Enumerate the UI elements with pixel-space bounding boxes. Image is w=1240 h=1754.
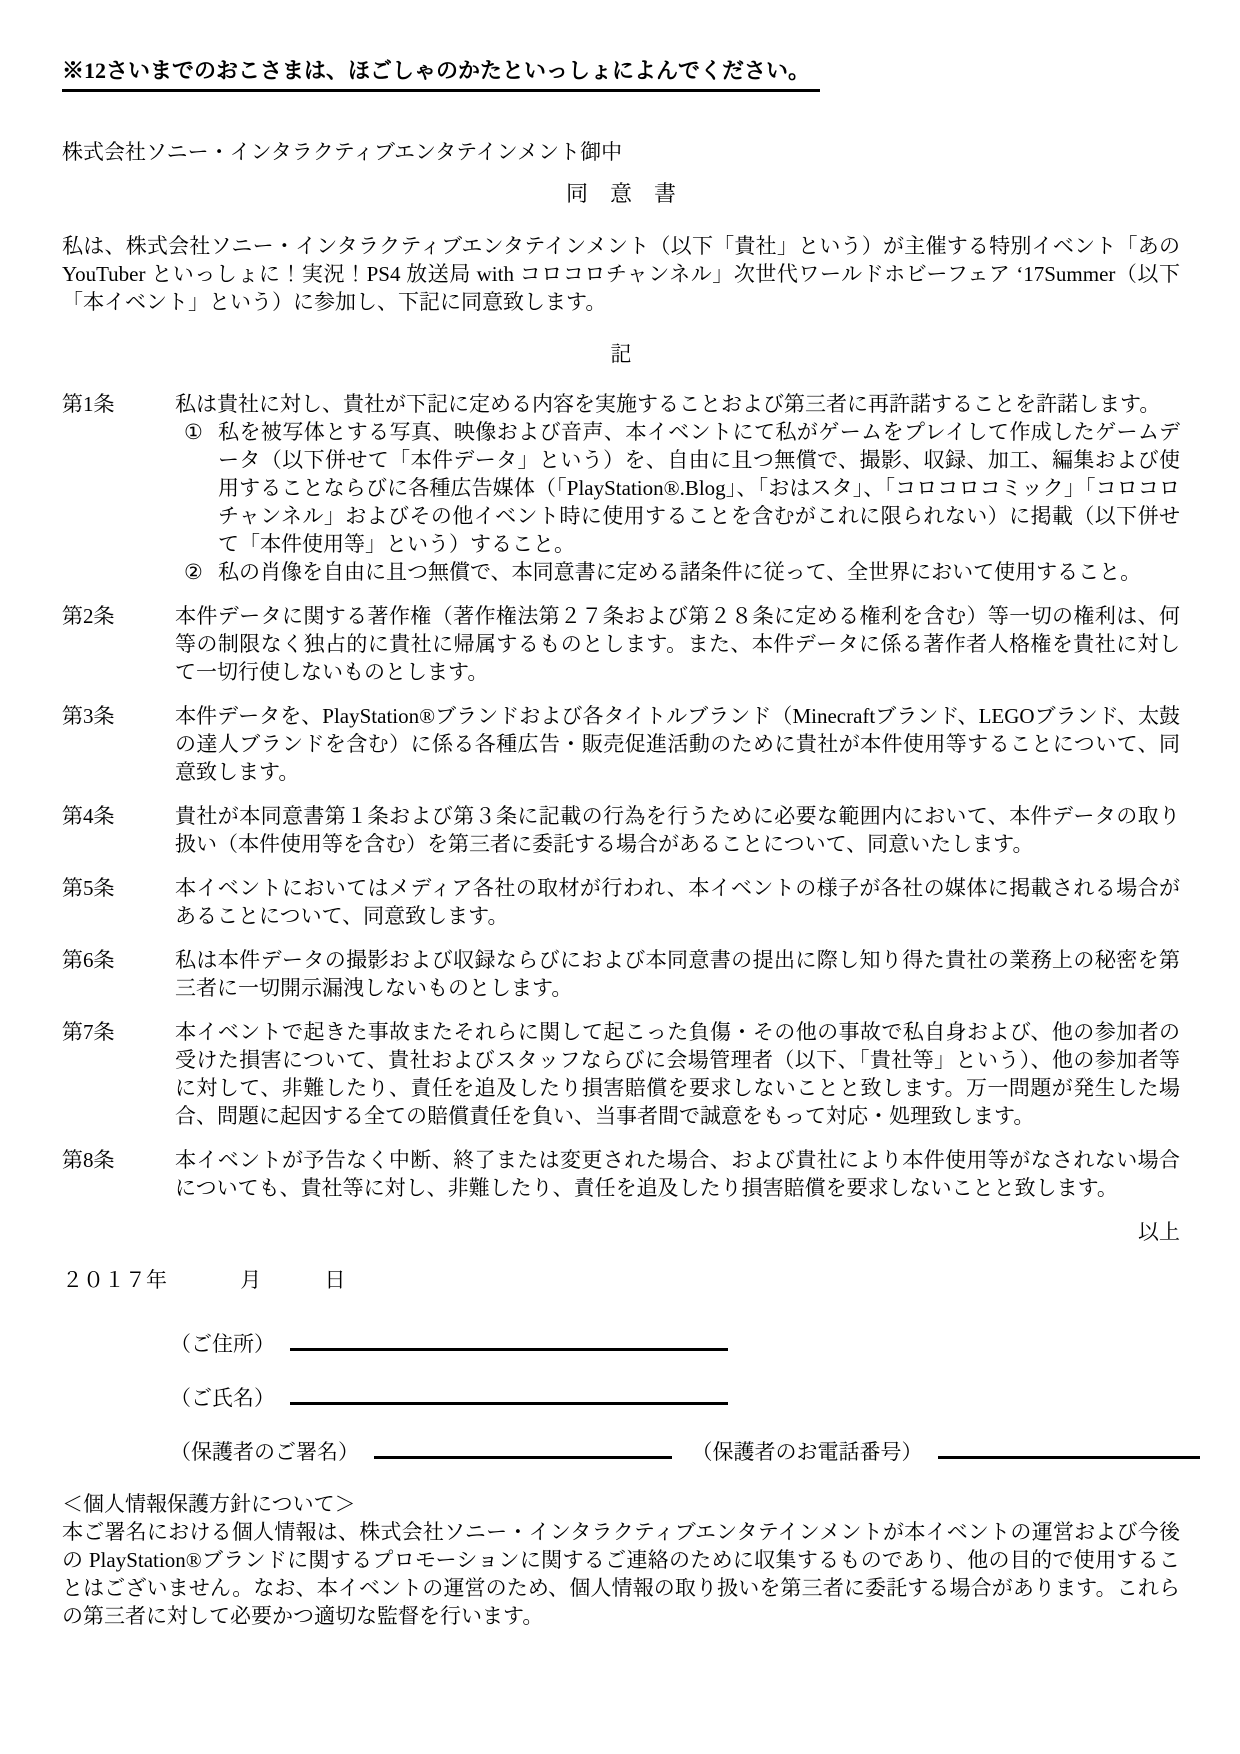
article-number: 第6条: [62, 948, 115, 972]
privacy-body: 本ご署名における個人情報は、株式会社ソニー・インタラクティブエンタテインメントが本イベントの運営および今後の PlayStation®ブランドに関するプロモーションに関するご連絡のために収集するものであり、他の目的で使用することはございません。なお、本イベントの運営のため、個人情報の取り扱いを第三者に委託する場合があります。これらの第三者に対して必要かつ適切な監督を行います。: [62, 1520, 1180, 1628]
article-body: [175, 802, 1180, 858]
name-blank-line: [290, 1382, 728, 1405]
article-row: [62, 802, 1180, 858]
article-body: [175, 702, 1180, 786]
article-row: [62, 874, 1180, 930]
article-text: 本イベントで起きた事故またそれらに関して起こった負傷・その他の事故で私自身および、他の参加者の受けた損害について、貴社およびスタッフならびに会場管理者（以下、「貴社等」という）、他の参加者等に対して、非難したり、責任を追及したり損害賠償を要求しないことと致します。万一問題が発生した場合、問題に起因する全ての賠償責任を負い、当事者間で誠意をもって対応・処理致します。: [175, 1020, 1180, 1128]
article-body: [175, 1146, 1180, 1202]
closing-ijou: 以上: [1138, 1220, 1180, 1244]
article-number: 第3条: [62, 704, 115, 728]
sub-item-marker: ②: [184, 560, 203, 584]
article-body: [175, 874, 1180, 930]
guardian-row: [170, 1436, 1180, 1466]
article-row: [62, 946, 1180, 1002]
privacy-section: [62, 1490, 1180, 1630]
privacy-heading: ＜個人情報保護方針について＞: [62, 1492, 356, 1516]
article-row: [62, 1018, 1180, 1130]
intro-paragraph: 私は、株式会社ソニー・インタラクティブエンタテインメント（以下「貴社」という）が主催する特別イベント「あの YouTuber といっしょに！実況！PS4 放送局 with コロコロチャンネル」次世代ワールドホビーフェア ‘17Summer（以下「本イベント」という）に参加し、下記に同意致します。: [62, 234, 1180, 314]
article-text: 貴社が本同意書第１条および第３条に記載の行為を行うために必要な範囲内において、本件データの取り扱い（本件使用等を含む）を第三者に委託する場合があることについて、同意いたします。: [175, 804, 1180, 856]
name-row: [170, 1382, 1180, 1412]
date-day-label: 日: [324, 1268, 346, 1292]
address-blank-line: [290, 1328, 728, 1351]
article-body: [175, 602, 1180, 686]
article-body: [175, 1018, 1180, 1130]
sub-item-marker: ①: [184, 420, 203, 444]
guardian-phone-label: （保護者のお電話番号）: [691, 1440, 923, 1464]
name-label: （ご氏名）: [170, 1386, 275, 1410]
article-row: [62, 602, 1180, 686]
article-number: 第1条: [62, 392, 115, 416]
guardian-phone-blank-line: [938, 1436, 1200, 1459]
article-text: 本イベントが予告なく中断、終了または変更された場合、および貴社により本件使用等がなされない場合についても、貴社等に対し、非難したり、責任を追及したり損害賠償を要求しないことと致します。: [175, 1148, 1180, 1200]
guardian-signature-blank-line: [374, 1436, 672, 1459]
article-sub-item: [175, 558, 1180, 586]
article-text: 本件データに関する著作権（著作権法第２７条および第２８条に定める権利を含む）等一切の権利は、何等の制限なく独占的に貴社に帰属するものとします。また、本件データに係る著作者人格権を貴社に対して一切行使しないものとします。: [175, 604, 1180, 684]
article-row: [62, 1146, 1180, 1202]
address-row: [170, 1328, 1180, 1358]
article-body: [175, 946, 1180, 1002]
address-label: （ご住所）: [170, 1332, 275, 1356]
article-number: 第7条: [62, 1020, 115, 1044]
addressee-line: 株式会社ソニー・インタラクティブエンタテインメント御中: [62, 140, 623, 164]
article-number: 第2条: [62, 604, 115, 628]
article-number: 第4条: [62, 804, 115, 828]
articles-list: [62, 390, 1180, 1202]
article-row: [62, 702, 1180, 786]
article-text: 私は貴社に対し、貴社が下記に定める内容を実施することおよび第三者に再許諾することを許諾します。: [175, 392, 1161, 416]
article-number: 第5条: [62, 876, 115, 900]
sub-item-text: 私を被写体とする写真、映像および音声、本イベントにて私がゲームをプレイして作成したゲームデータ（以下併せて「本件データ」という）を、自由に且つ無償で、撮影、収録、加工、編集および使用することならびに各種広告媒体（「PlayStation®.Blog」、「おはスタ」、「コロコロコミック」「コロコロチャンネル」およびその他イベント時に使用することを含むがこれに限られない）に掲載（以下併せて「本件使用等」という）すること。: [218, 420, 1180, 556]
article-text: 本件データを、PlayStation®ブランドおよび各タイトルブランド（Minecraftブランド、LEGOブランド、太鼓の達人ブランドを含む）に係る各種広告・販売促進活動のために貴社が本件使用等することについて、同意致します。: [175, 704, 1180, 784]
reading-notice: ※12さいまでのおこさまは、ほごしゃのかたといっしょによんでください。: [62, 56, 820, 92]
date-year-label: ２０１７年: [62, 1268, 167, 1292]
date-month-label: 月: [240, 1268, 262, 1292]
ki-heading: 記: [610, 342, 632, 366]
article-sub-item: [175, 418, 1180, 558]
article-text: 本イベントにおいてはメディア各社の取材が行われ、本イベントの様子が各社の媒体に掲載される場合があることについて、同意致します。: [175, 876, 1180, 928]
date-line: [62, 1266, 1180, 1294]
reading-notice-row: [62, 56, 1180, 92]
article-number: 第8条: [62, 1148, 115, 1172]
sub-item-text: 私の肖像を自由に且つ無償で、本同意書に定める諸条件に従って、全世界において使用すること。: [218, 560, 1142, 584]
article-row: [62, 390, 1180, 586]
guardian-signature-label: （保護者のご署名）: [170, 1440, 359, 1464]
article-body: [175, 390, 1180, 586]
article-text: 私は本件データの撮影および収録ならびにおよび本同意書の提出に際し知り得た貴社の業務上の秘密を第三者に一切開示漏洩しないものとします。: [175, 948, 1180, 1000]
document-title: 同 意 書: [565, 181, 676, 206]
